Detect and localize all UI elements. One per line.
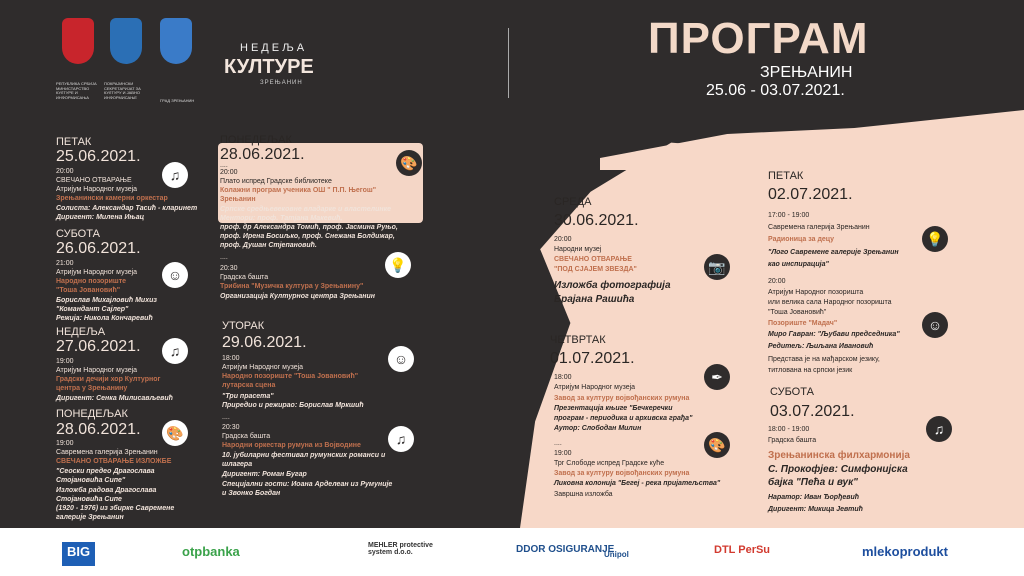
event-line: Приредио и режирао: Борислав Мркшић (222, 402, 364, 409)
logo-line1: НЕДЕЉА (240, 42, 308, 54)
header-divider (508, 28, 509, 98)
event-place: Градска башта (222, 433, 271, 440)
event-time: 20:00 (554, 236, 572, 243)
event-line: Ментори: проф. Татјана Макевић, (220, 215, 343, 222)
event-line: Изложба радова Драгослава (56, 487, 157, 494)
event-line: С. Прокофјев: Симфонијска (768, 464, 908, 475)
event-line: као инспирација" (768, 261, 829, 268)
event-line: Диригент: Микица Јевтић (768, 506, 863, 513)
event-time: 21:00 (56, 260, 74, 267)
event-date: 27.06.2021. (56, 338, 141, 355)
event-place: Градска башта (220, 274, 269, 281)
event-time: 19:00 (554, 450, 572, 457)
event-org: "ПОД СЈАЈЕМ ЗВЕЗДА" (554, 266, 637, 273)
event-place: Атријум Народног музеја (554, 384, 636, 391)
event-line: Аутор: Слободан Милин (554, 425, 642, 432)
event-dots: .... (220, 254, 228, 261)
event-org: СВЕЧАНО ОТВАРАЊЕ ИЗЛОЖБЕ (56, 458, 172, 465)
theater-masks-icon: ☺ (388, 346, 414, 372)
quill-icon: ✒ (704, 364, 730, 390)
event-time: 20:00 (220, 169, 238, 176)
event-day: СУБОТА (770, 386, 814, 398)
event-time: 20:00 (56, 168, 74, 175)
event-org: Зрењанинска филхармонија (768, 450, 910, 461)
event-line: Солиста: Александар Тасић - кларинет (56, 205, 198, 212)
festival-logo (220, 18, 355, 98)
event-date: 25.06.2021. (56, 148, 141, 165)
event-day: ПОНЕДЕЉАК (56, 408, 128, 420)
event-line: Миро Гавран: "Љубави председника" (768, 331, 900, 338)
event-line: Стојановића Сипе (56, 496, 122, 503)
zrenjanin-crest-icon (160, 18, 192, 64)
event-place: Народни музеј (554, 246, 602, 253)
event-line: Брајана Рашића (554, 294, 635, 305)
event-date: 29.06.2021. (222, 334, 307, 351)
sponsor-logo: MEHLER protective system d.o.o. (368, 542, 433, 556)
camera-icon: 📷 (704, 254, 730, 280)
event-dots: .... (554, 440, 562, 447)
event-day: ЧЕТВРТАК (550, 334, 606, 346)
event-place: Атријум Народног музеја (56, 269, 138, 276)
vojvodina-crest-icon (110, 18, 142, 64)
event-line: Српске средњевековне владарке и властелинке (220, 206, 392, 213)
event-time: 19:00 (56, 358, 74, 365)
event-org: Завод за културу војвођанских румуна (554, 470, 690, 477)
event-date: 30.06.2021. (554, 212, 639, 229)
event-org: Градски дечији хор Културног (56, 376, 161, 383)
event-line: Завршна изложба (554, 491, 613, 498)
event-date: 02.07.2021. (768, 186, 853, 203)
event-date: 28.06.2021. (220, 146, 305, 163)
music-note-icon: ♫ (388, 426, 414, 452)
event-line: бајка "Пећа и вук" (768, 477, 858, 488)
event-line: Борислав Михајловић Михиз (56, 297, 157, 304)
sponsor-logo: BIG (62, 542, 95, 566)
event-line: Диригент: Милена Ињац (56, 214, 145, 221)
event-place: Савремена галерија Зрењанин (56, 449, 158, 456)
event-line: (1920 - 1976) из збирке Савремене (56, 505, 175, 512)
event-time: 18:00 - 19:00 (768, 426, 810, 433)
event-org: Народни оркестар румуна из Војводине (222, 442, 361, 449)
event-org: Трибина "Музичка култура у Зрењанину" (220, 283, 364, 290)
music-note-icon: ♫ (926, 416, 952, 442)
event-date: 03.07.2021. (770, 403, 855, 420)
event-line: "Лого Савремене галерије Зрењанин (768, 249, 899, 256)
theater-masks-icon: ☺ (922, 312, 948, 338)
event-place: Плато испред Градске библиотеке (220, 178, 332, 185)
event-date: 01.07.2021. (550, 350, 635, 367)
page-title: ПРОГРАМ (648, 14, 869, 63)
logo-line3: ЗРЕЊАНИН (260, 80, 303, 86)
palette-icon: 🎨 (162, 420, 188, 446)
sponsor-logo: Unipol (604, 550, 629, 559)
event-org: Позориште "Мадач" (768, 320, 838, 327)
lightbulb-icon: 💡 (385, 252, 411, 278)
event-line: проф. Душан Стјепановић. (220, 242, 317, 249)
event-date: 26.06.2021. (56, 240, 141, 257)
event-line: и Звонко Богдан (222, 490, 281, 497)
event-org: центра у Зрењанину (56, 385, 128, 392)
event-dots: .... (220, 162, 228, 169)
event-org: Зрењанин (220, 196, 256, 203)
event-line: Режија: Никола Кончаревић (56, 315, 153, 322)
event-place: "Тоша Јовановић" (768, 309, 827, 316)
event-line: Презентација књиге "Бечкеречки (554, 405, 673, 412)
event-time: 20:30 (220, 265, 238, 272)
event-line: Специјални гости: Иоана Арделеан из Румуније (222, 481, 393, 488)
sponsor-logo: mlekoprodukt (862, 544, 948, 559)
event-place: Атријум Народног музеја (56, 367, 138, 374)
event-org: СВЕЧАНО ОТВАРАЊЕ (554, 256, 632, 263)
event-dots: .... (222, 414, 230, 421)
serbia-crest-icon (62, 18, 94, 64)
event-place: или велика сала Народног позоришта (768, 299, 892, 306)
event-org: Колажни програм ученика ОШ " П.П. Његош" (220, 187, 377, 194)
event-line: Наратор: Иван Ђорђевић (768, 494, 860, 501)
event-day: СРЕДА (554, 196, 592, 208)
sponsor-logo: DDOR OSIGURANJE (516, 544, 615, 555)
theater-masks-icon: ☺ (162, 262, 188, 288)
palette-icon: 🎨 (704, 432, 730, 458)
event-time: 17:00 - 19:00 (768, 212, 810, 219)
event-time: 18:00 (222, 355, 240, 362)
event-line: Стојановића Сипе" (56, 477, 126, 484)
event-time: 19:00 (56, 440, 74, 447)
lightbulb-icon: 💡 (922, 226, 948, 252)
event-line: шлагера (222, 461, 253, 468)
event-day: СУБОТА (56, 228, 100, 240)
event-org: Зрењанински камерни оркестар (56, 195, 168, 202)
event-line: Редитељ: Љиљана Ивановић (768, 343, 874, 350)
event-place: Градска башта (768, 437, 817, 444)
event-line: програм - периодика и архивска грађа" (554, 415, 693, 422)
event-place: Атријум Народног музеја (56, 186, 138, 193)
event-line: "Сеоски предео Драгослава (56, 468, 155, 475)
event-line: Представа је на мађарском језику, (768, 356, 880, 363)
event-line: "Командант Сајлер" (56, 306, 129, 313)
event-org: "Тоша Јовановић" (56, 287, 121, 294)
crest-caption: ГРАД ЗРЕЊАНИН (160, 98, 195, 103)
palette-icon: 🎨 (396, 150, 422, 176)
event-line: галерије Зрењанин (56, 514, 124, 521)
event-place: Атријум Народног музеја (222, 364, 304, 371)
event-time: 20:00 (768, 278, 786, 285)
event-line: Диригент: Сенка Милисављевић (56, 395, 173, 402)
event-line: проф. др Александра Томић, проф. Јасмина Руњо, (220, 224, 398, 231)
event-place: Савремена галерија Зрењанин (768, 224, 870, 231)
crest-caption: РЕПУБЛИКА СРБИЈА МИНИСТАРСТВО КУЛТУРЕ И ИНФОРМИСАЊА (56, 81, 97, 100)
event-time: 18:00 (554, 374, 572, 381)
sponsor-logo: otpbanka (182, 544, 240, 559)
event-date: 28.06.2021. (56, 421, 141, 438)
event-place: Атријум Народног позоришта (768, 289, 864, 296)
event-line: Диригент: Роман Бугар (222, 471, 307, 478)
music-note-icon: ♫ (162, 338, 188, 364)
event-place: Трг Слободе испред Градске куће (554, 460, 665, 467)
event-org: лутарска сцена (222, 382, 276, 389)
event-org: Народно позориште "Тоша Јовановић" (222, 373, 359, 380)
page-city: ЗРЕЊАНИН (760, 64, 853, 81)
page-dates: 25.06 - 03.07.2021. (706, 82, 845, 99)
event-time: 20:30 (222, 424, 240, 431)
music-note-icon: ♫ (162, 162, 188, 188)
event-org: Народно позориште (56, 278, 127, 285)
event-line: Ликовна колонија "Бегеј - река пријатељства" (554, 480, 721, 487)
event-line: "Три прасета" (222, 393, 274, 400)
logo-line2: КУЛТУРЕ (224, 56, 314, 78)
event-line: проф. Ирена Босиљко, проф. Снежана Болдижар, (220, 233, 395, 240)
event-line: 10. јубиларни фестивал румунских романси и (222, 452, 386, 459)
event-line: Организација Културног центра Зрењанин (220, 293, 376, 300)
event-line: титлована на српски језик (768, 367, 853, 374)
event-org: Радионица за децу (768, 236, 835, 243)
crest-caption: ПОКРАЈИНСКИ СЕКРЕТАРИЈАТ ЗА КУЛТУРУ И ЈАВНО ИНФОРМИСАЊЕ (104, 81, 141, 100)
sponsor-logo: DTL PerSu (714, 544, 771, 556)
event-title: СВЕЧАНО ОТВАРАЊЕ (56, 177, 132, 184)
event-day: ПОНЕДЕЉАК (220, 134, 292, 146)
event-org: Завод за културу војвођанских румуна (554, 395, 690, 402)
event-day: ПЕТАК (56, 136, 92, 148)
event-day: ПЕТАК (768, 170, 804, 182)
event-line: Изложба фотографија (554, 280, 671, 291)
event-day: УТОРАК (222, 320, 265, 332)
event-day: НЕДЕЉА (56, 326, 106, 338)
